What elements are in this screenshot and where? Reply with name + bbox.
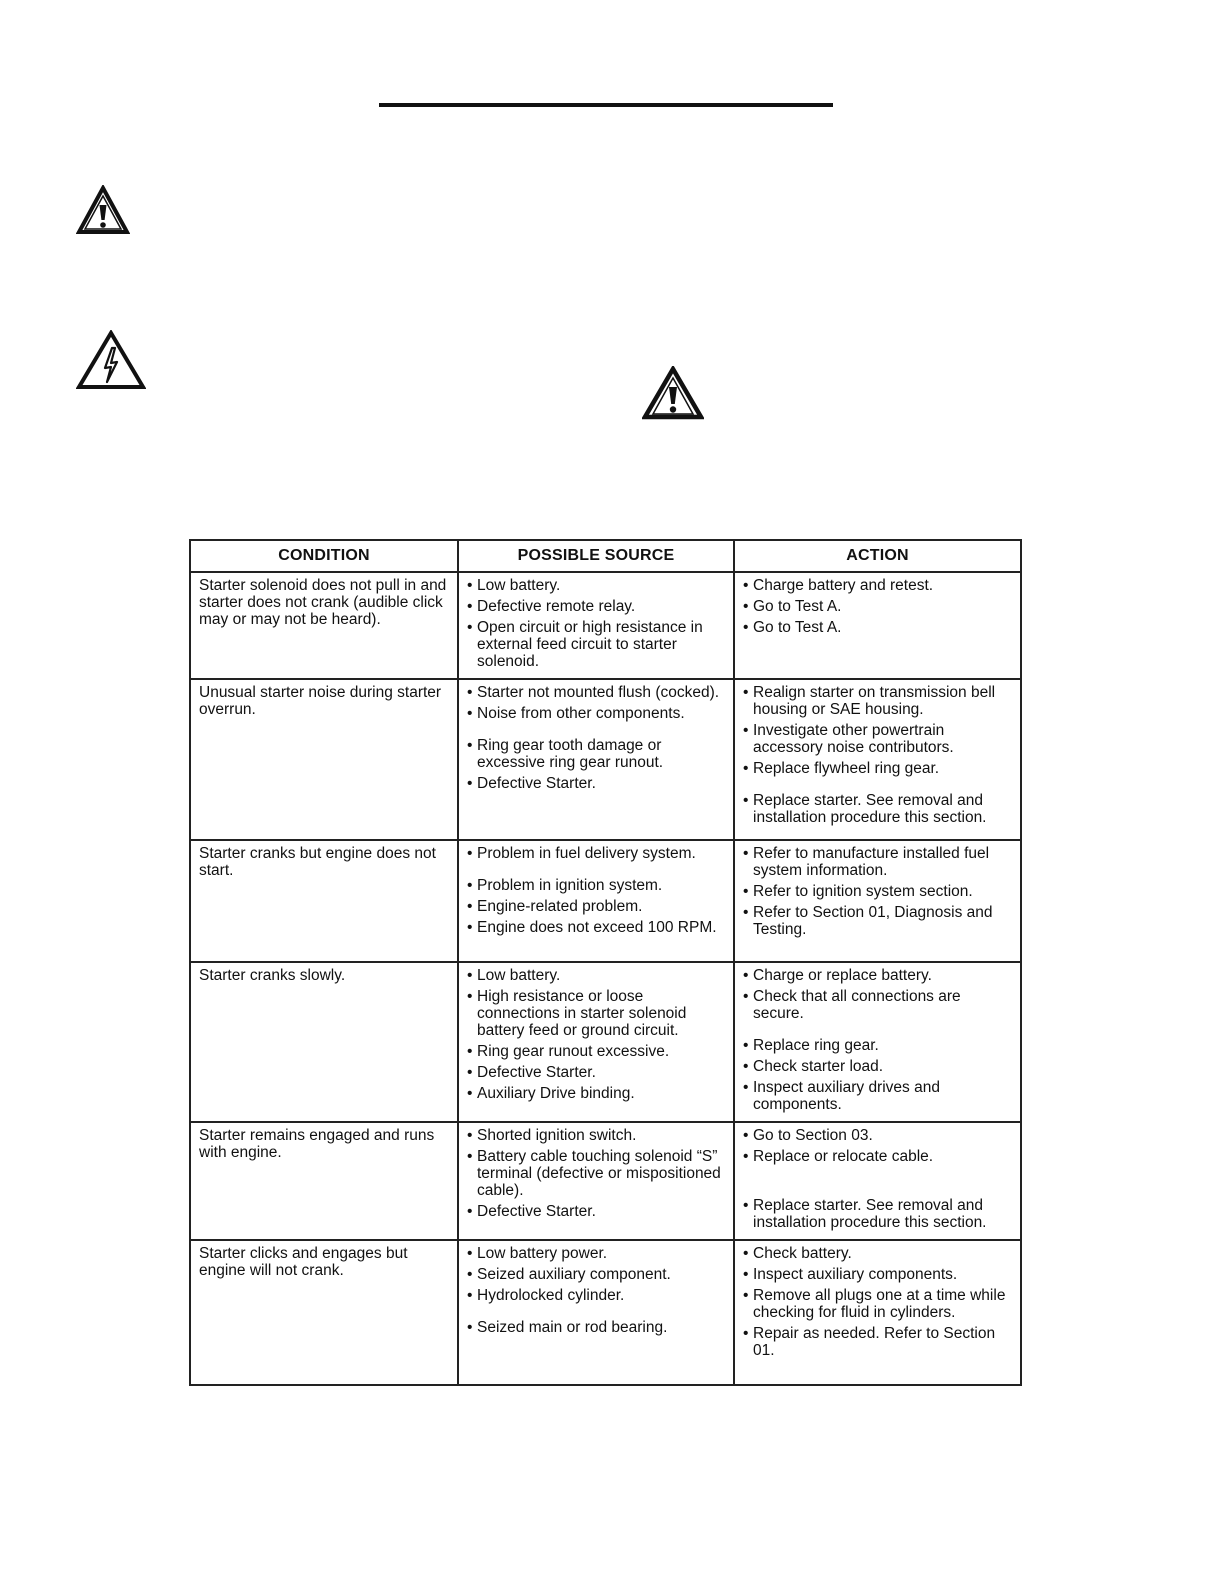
source-item: • Defective remote relay. [467, 598, 725, 615]
source-item: • Ring gear tooth damage or excessive ring gear runout. [467, 737, 725, 771]
source-item: • Noise from other components. [467, 705, 725, 722]
source-item: • Seized main or rod bearing. [467, 1319, 725, 1336]
action-cell [734, 572, 1021, 679]
table-header-row [190, 540, 1021, 572]
condition-cell: Starter solenoid does not pull in and starter does not crank (audible click may or may not be heard). [190, 572, 458, 679]
source-item: • Engine does not exceed 100 RPM. [467, 919, 725, 936]
action-item: • Repair as needed. Refer to Section 01. [743, 1325, 1012, 1359]
source-cell [458, 572, 734, 679]
source-item: • Low battery. [467, 967, 725, 984]
source-cell [458, 1122, 734, 1240]
action-cell [734, 679, 1021, 840]
caution-icon [76, 185, 130, 235]
troubleshooting-table [189, 539, 1022, 1386]
header-action: ACTION [734, 540, 1021, 572]
action-item: • Go to Test A. [743, 619, 1012, 636]
source-item: • Open circuit or high resistance in external feed circuit to starter solenoid. [467, 619, 725, 670]
action-item: • Remove all plugs one at a time while checking for fluid in cylinders. [743, 1287, 1012, 1321]
header-possible-source: POSSIBLE SOURCE [458, 540, 734, 572]
source-item: • High resistance or loose connections in starter solenoid battery feed or ground circuit. [467, 988, 725, 1039]
action-item: • Check starter load. [743, 1058, 1012, 1075]
action-item: • Replace flywheel ring gear. [743, 760, 1012, 777]
source-item: • Shorted ignition switch. [467, 1127, 725, 1144]
condition-cell: Starter cranks slowly. [190, 962, 458, 1122]
source-cell [458, 679, 734, 840]
action-item: • Investigate other powertrain accessory noise contributors. [743, 722, 1012, 756]
source-item: • Ring gear runout excessive. [467, 1043, 725, 1060]
action-cell [734, 1240, 1021, 1385]
source-item: • Hydrolocked cylinder. [467, 1287, 725, 1304]
action-item: • Go to Test A. [743, 598, 1012, 615]
table-row [190, 1122, 1021, 1240]
condition-cell: Starter remains engaged and runs with engine. [190, 1122, 458, 1240]
action-item: • Replace or relocate cable. [743, 1148, 1012, 1165]
header-condition: CONDITION [190, 540, 458, 572]
title-rule [379, 103, 833, 107]
source-cell [458, 962, 734, 1122]
source-item: • Problem in fuel delivery system. [467, 845, 725, 862]
table-row [190, 962, 1021, 1122]
action-item: • Go to Section 03. [743, 1127, 1012, 1144]
action-item: • Refer to Section 01, Diagnosis and Testing. [743, 904, 1012, 938]
caution-icon [642, 366, 704, 420]
source-item: • Defective Starter. [467, 775, 725, 792]
action-item: • Charge or replace battery. [743, 967, 1012, 984]
table-row [190, 1240, 1021, 1385]
action-item: • Inspect auxiliary components. [743, 1266, 1012, 1283]
action-cell [734, 1122, 1021, 1240]
source-item: • Low battery. [467, 577, 725, 594]
condition-cell: Starter cranks but engine does not start. [190, 840, 458, 962]
action-item: • Check battery. [743, 1245, 1012, 1262]
action-item: • Charge battery and retest. [743, 577, 1012, 594]
source-cell [458, 840, 734, 962]
action-item: • Inspect auxiliary drives and components. [743, 1079, 1012, 1113]
condition-cell: Unusual starter noise during starter overrun. [190, 679, 458, 840]
source-item: • Battery cable touching solenoid “S” terminal (defective or mispositioned cable). [467, 1148, 725, 1199]
source-item: • Engine-related problem. [467, 898, 725, 915]
action-cell [734, 840, 1021, 962]
action-item: • Refer to manufacture installed fuel system information. [743, 845, 1012, 879]
source-item: • Defective Starter. [467, 1064, 725, 1081]
source-item: • Problem in ignition system. [467, 877, 725, 894]
action-item: • Check that all connections are secure. [743, 988, 1012, 1022]
action-item: • Replace ring gear. [743, 1037, 1012, 1054]
table-row [190, 840, 1021, 962]
high-voltage-icon [76, 330, 146, 390]
source-item: • Auxiliary Drive binding. [467, 1085, 725, 1102]
action-cell [734, 962, 1021, 1122]
condition-cell: Starter clicks and engages but engine will not crank. [190, 1240, 458, 1385]
source-item: • Seized auxiliary component. [467, 1266, 725, 1283]
action-item: • Refer to ignition system section. [743, 883, 1012, 900]
source-cell [458, 1240, 734, 1385]
source-item: • Starter not mounted flush (cocked). [467, 684, 725, 701]
table-row [190, 679, 1021, 840]
source-item: • Defective Starter. [467, 1203, 725, 1220]
table-row [190, 572, 1021, 679]
action-item: • Replace starter. See removal and installation procedure this section. [743, 1197, 1012, 1231]
action-item: • Realign starter on transmission bell housing or SAE housing. [743, 684, 1012, 718]
action-item: • Replace starter. See removal and installation procedure this section. [743, 792, 1012, 826]
source-item: • Low battery power. [467, 1245, 725, 1262]
